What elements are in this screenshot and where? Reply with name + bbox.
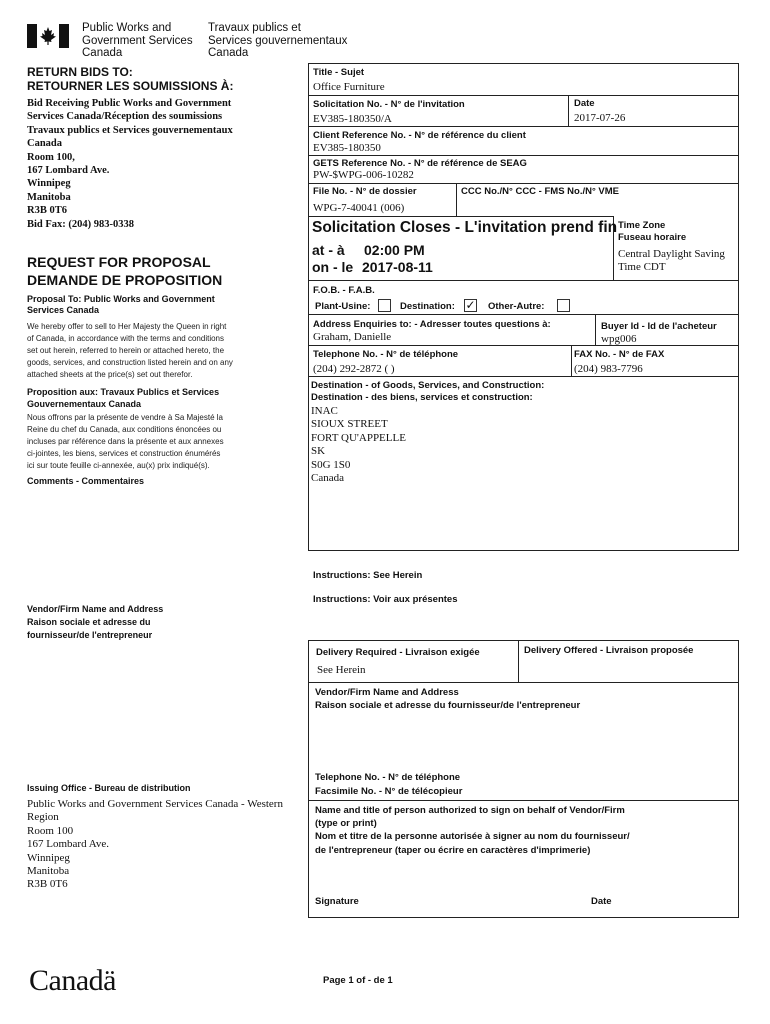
return-bids-address	[27, 97, 233, 231]
divider	[595, 314, 596, 345]
rfp-title	[27, 253, 222, 289]
canada-flag-icon	[27, 24, 69, 48]
tz-label-line: Fuseau horaire	[618, 231, 687, 243]
authorized-person-label	[315, 804, 630, 857]
address-line: Bid Receiving Public Works and Government	[27, 98, 232, 109]
at-label: at - à	[312, 242, 345, 258]
address-line: Manitoba	[27, 191, 71, 203]
divider	[308, 682, 739, 683]
address-line: R3B 0T6	[27, 205, 67, 217]
tz-value-line: Time CDT	[618, 261, 666, 273]
divider	[308, 280, 739, 281]
divider	[308, 345, 739, 346]
office-line: Winnipeg	[27, 851, 70, 864]
ccc-number-label: CCC No./N° CCC - FMS No./N° VME	[461, 186, 620, 197]
divider	[308, 155, 739, 156]
gets-reference-label: GETS Reference No. - N° de référence de SEAG	[313, 158, 527, 169]
dest-line: FORT QU'APPELLE	[311, 431, 406, 444]
title-value: Office Furniture	[313, 81, 385, 93]
address-line: Canada	[27, 138, 63, 150]
delivery-offered-field[interactable]	[524, 660, 734, 678]
vendor-firm-label	[315, 686, 580, 712]
proposal-to-line: Services Canada	[27, 305, 100, 315]
solicitation-number-label: Solicitation No. - N° de l'invitation	[313, 99, 465, 110]
divider	[308, 95, 739, 96]
vendor-firm-line: Vendor/Firm Name and Address	[315, 687, 459, 698]
vendor-label-line: Vendor/Firm Name and Address	[27, 604, 164, 614]
closing-date-value: 2017-08-11	[362, 259, 433, 275]
title-label: Title - Sujet	[313, 67, 365, 78]
destination-checkbox[interactable]	[464, 299, 477, 312]
para-line: Reine du chef du Canada, aux conditions énoncées ou	[27, 425, 222, 434]
department-name-en	[82, 22, 193, 60]
proposal-to-text	[27, 321, 233, 381]
divider	[308, 800, 739, 801]
address-enquiries-value: Graham, Danielle	[313, 331, 392, 343]
fax-value: (204) 983-7796	[574, 363, 643, 375]
office-line: Room 100	[27, 824, 74, 837]
dept-en-line: Government Services	[82, 34, 193, 47]
client-reference-label: Client Reference No. - N° de référence du client	[313, 130, 526, 141]
file-number-label: File No. - N° de dossier	[313, 186, 417, 197]
dept-en-line: Public Works and	[82, 22, 172, 34]
destination-label: Destination:	[400, 301, 455, 312]
page-number: Page 1 of - de 1	[323, 975, 393, 986]
bid-fax: Bid Fax: (204) 983-0338	[27, 218, 135, 230]
date-value: 2017-07-26	[574, 112, 626, 124]
auth-line: de l'entrepreneur (taper ou écrire en caractères d'imprimerie)	[315, 844, 591, 856]
canada-wordmark: Canadä	[29, 964, 116, 997]
dept-fr-line: Travaux publics et	[208, 22, 301, 34]
return-bids-en: RETURN BIDS TO:	[27, 65, 133, 79]
plant-checkbox[interactable]	[378, 299, 391, 312]
other-label: Other-Autre:	[488, 301, 545, 312]
rfp-title-en: REQUEST FOR PROPOSAL	[27, 254, 211, 270]
proposal-to-line: Proposal To: Public Works and Government	[27, 294, 215, 304]
time-zone-value	[618, 248, 725, 274]
vendor-name-label-left	[27, 603, 163, 642]
dest-line: INAC	[311, 405, 338, 417]
address-line: Services Canada/Réception des soumissions	[27, 111, 223, 123]
address-line: Travaux publics et Services gouvernementaux	[27, 124, 233, 136]
para-line: attached sheets at the price(s) set out therefor.	[27, 370, 193, 379]
office-line: Manitoba	[27, 865, 70, 878]
destination-address	[311, 405, 406, 485]
dest-line: SK	[311, 445, 326, 458]
solicitation-number-value: EV385-180350/A	[313, 113, 392, 125]
office-line: Region	[27, 811, 59, 824]
vendor-label-line: Raison sociale et adresse du	[27, 617, 151, 627]
address-enquiries-label: Address Enquiries to: - Adresser toutes questions à:	[313, 319, 551, 330]
proposition-line: Gouvernementaux Canada	[27, 399, 142, 409]
signature-label: Signature	[315, 896, 359, 907]
plant-label: Plant-Usine:	[315, 301, 371, 312]
on-label: on - le	[312, 259, 354, 275]
dept-fr-line: Canada	[208, 47, 249, 59]
para-line: ci-jointes, les biens, services et construction énumérés	[27, 449, 221, 458]
vendor-telephone-label: Telephone No. - N° de téléphone	[315, 772, 461, 783]
signature-date-label: Date	[591, 896, 612, 907]
office-line: Public Works and Government Services Canada - Western	[27, 798, 283, 810]
address-line: Winnipeg	[27, 178, 71, 190]
para-line: set out herein, referred to herein or attached hereto, the	[27, 346, 225, 355]
rfp-title-fr: DEMANDE DE PROPOSITION	[27, 272, 223, 288]
para-line: of Canada, in accordance with the terms and conditions	[27, 334, 225, 343]
proposition-line: Proposition aux: Travaux Publics et Services	[27, 387, 220, 397]
file-number-value: WPG-7-40041 (006)	[313, 202, 405, 214]
solicitation-closes-label: Solicitation Closes - L'invitation prend fin	[312, 219, 618, 236]
vendor-facsimile-label: Facsimile No. - N° de télécopieur	[315, 786, 463, 797]
dest-line: Canada	[311, 472, 344, 485]
time-zone-label	[618, 220, 686, 243]
dest-label-line: Destination - des biens, services et construction:	[311, 392, 533, 403]
divider	[456, 183, 457, 216]
divider	[568, 95, 569, 126]
divider	[308, 314, 739, 315]
return-bids-title	[27, 65, 233, 93]
fob-label: F.O.B. - F.A.B.	[313, 285, 375, 296]
fax-label: FAX No. - N° de FAX	[574, 349, 665, 360]
check-mark-icon: ✓	[465, 298, 476, 312]
return-bids-fr: RETOURNER LES SOUMISSIONS À:	[27, 79, 234, 93]
dept-fr-line: Services gouvernementaux	[208, 34, 348, 47]
other-checkbox[interactable]	[557, 299, 570, 312]
closing-time-value: 02:00 PM	[364, 242, 425, 258]
para-line: Nous offrons par la présente de vendre à Sa Majesté la	[27, 413, 223, 422]
vendor-firm-line: Raison sociale et adresse du fournisseur/de l'entrepreneur	[315, 700, 581, 711]
department-name-fr	[208, 22, 347, 60]
para-line: incluses par référence dans la présente et aux annexes	[27, 437, 224, 446]
dept-en-line: Canada	[82, 47, 123, 59]
government-logo	[27, 24, 69, 48]
address-line: 167 Lombard Ave.	[27, 165, 110, 177]
address-line: Room 100,	[27, 151, 75, 163]
proposition-label	[27, 386, 219, 410]
dest-line: SIOUX STREET	[311, 418, 388, 431]
office-line: 167 Lombard Ave.	[27, 838, 109, 851]
tz-value-line: Central Daylight Saving	[618, 248, 725, 260]
divider	[308, 126, 739, 127]
tz-label-line: Time Zone	[618, 220, 666, 231]
para-line: ici sur toute feuille ci-annexée, au(x) prix indiqué(s).	[27, 461, 210, 470]
dest-label-line: Destination - of Goods, Services, and Construction:	[311, 380, 545, 391]
instructions-en: Instructions: See Herein	[313, 570, 423, 581]
client-reference-value: EV385-180350	[313, 142, 381, 154]
para-line: We hereby offer to sell to Her Majesty the Queen in right	[27, 322, 227, 331]
vendor-firm-field[interactable]	[315, 714, 733, 768]
comments-label: Comments - Commentaires	[27, 476, 145, 486]
authorized-person-field[interactable]	[315, 862, 733, 890]
gets-reference-value: PW-$WPG-006-10282	[313, 169, 414, 181]
divider	[571, 345, 572, 376]
destination-goods-label	[311, 380, 544, 404]
delivery-offered-label: Delivery Offered - Livraison proposée	[524, 645, 694, 656]
divider	[518, 640, 519, 682]
auth-line: (type or print)	[315, 818, 377, 830]
telephone-value: (204) 292-2872 ( )	[313, 363, 395, 375]
divider	[308, 216, 614, 217]
divider	[308, 376, 739, 377]
para-line: goods, services, and construction listed herein and on any	[27, 358, 233, 367]
dest-line: S0G 1S0	[311, 458, 351, 471]
proposition-text	[27, 412, 224, 472]
office-line: R3B 0T6	[27, 878, 68, 891]
delivery-required-value: See Herein	[317, 664, 366, 676]
auth-line: Nom et titre de la personne autorisée à signer au nom du fournisseur/	[315, 831, 630, 843]
buyer-id-value: wpg006	[601, 333, 637, 345]
proposal-to-label	[27, 294, 215, 316]
buyer-id-label: Buyer Id - Id de l'acheteur	[601, 321, 717, 332]
divider	[308, 183, 739, 184]
date-label: Date	[574, 98, 595, 109]
issuing-office-address	[27, 798, 283, 892]
delivery-required-label: Delivery Required - Livraison exigée	[316, 647, 480, 658]
instructions-fr: Instructions: Voir aux présentes	[313, 594, 458, 605]
telephone-label: Telephone No. - N° de téléphone	[313, 349, 459, 360]
issuing-office-label: Issuing Office - Bureau de distribution	[27, 783, 191, 793]
vendor-label-line: fournisseur/de l'entrepreneur	[27, 630, 153, 640]
auth-line: Name and title of person authorized to sign on behalf of Vendor/Firm	[315, 805, 625, 816]
